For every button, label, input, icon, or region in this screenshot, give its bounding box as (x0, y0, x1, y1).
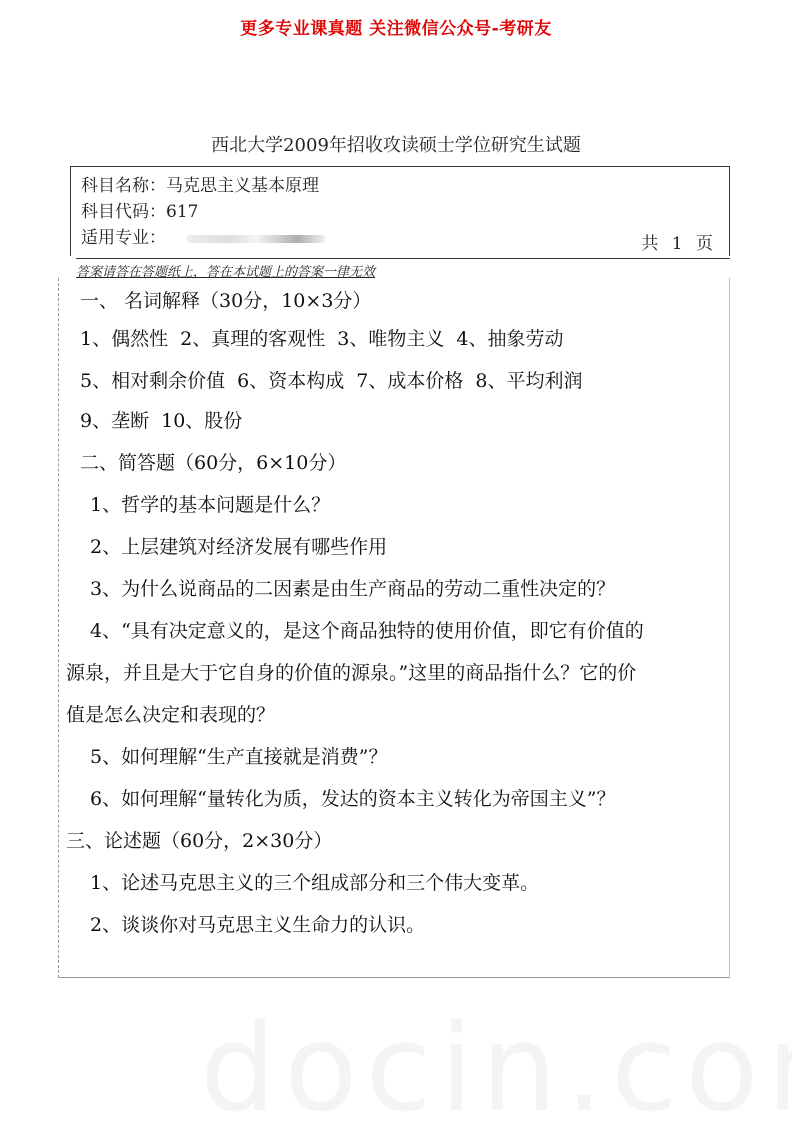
section-1-title: 一、 名词解释（30分，10×3分） (80, 290, 372, 312)
subject-name: 科目名称：马克思主义基本原理 (81, 176, 319, 196)
section-2-title: 二、简答题（60分，6×10分） (80, 452, 347, 474)
section-2-question-2: 2、上层建筑对经济发展有哪些作用 (90, 536, 388, 558)
exam-header-box (70, 166, 730, 256)
section-2-question-4-line-2: 源泉，并且是大于它自身的价值的源泉。”这里的商品指什么？它的价 (66, 662, 637, 684)
section-3-question-2: 2、谈谈你对马克思主义生命力的认识。 (90, 914, 426, 936)
applicable-major (81, 223, 326, 248)
section-2-question-4-line-3: 值是怎么决定和表现的？ (66, 704, 276, 726)
section-3-title: 三、论述题（60分，2×30分） (66, 830, 333, 852)
section-2-question-5: 5、如何理解“生产直接就是消费”？ (90, 746, 388, 768)
page-count: 共 1 页 (641, 234, 717, 254)
subject-code: 科目代码：617 (81, 202, 199, 222)
section-2-question-6: 6、如何理解“量转化为质，发达的资本主义转化为帝国主义”？ (90, 788, 616, 810)
section-1-row-1: 1、偶然性 2、真理的客观性 3、唯物主义 4、抽象劳动 (80, 328, 564, 350)
section-2-question-3: 3、为什么说商品的二因素是由生产商品的劳动二重性决定的？ (90, 578, 616, 600)
redacted-major (186, 235, 326, 243)
answer-instruction: 答案请答在答题纸上，答在本试题上的答案一律无效 (76, 258, 730, 280)
section-1-row-3: 9、垄断 10、股份 (80, 410, 243, 432)
watermark (200, 1000, 792, 1139)
promo-banner: 更多专业课真题 关注微信公众号-考研友 (240, 19, 552, 39)
major-label: 适用专业： (81, 228, 166, 248)
exam-title: 西北大学2009年招收攻读硕士学位研究生试题 (211, 135, 581, 156)
section-3-question-1: 1、论述马克思主义的三个组成部分和三个伟大变革。 (90, 872, 540, 894)
section-1-row-2: 5、相对剩余价值 6、资本构成 7、成本价格 8、平均利润 (80, 370, 583, 392)
section-2-question-1: 1、哲学的基本问题是什么？ (90, 494, 331, 516)
section-2-question-4-line-1: 4、“具有决定意义的，是这个商品独特的使用价值，即它有价值的 (90, 620, 644, 642)
